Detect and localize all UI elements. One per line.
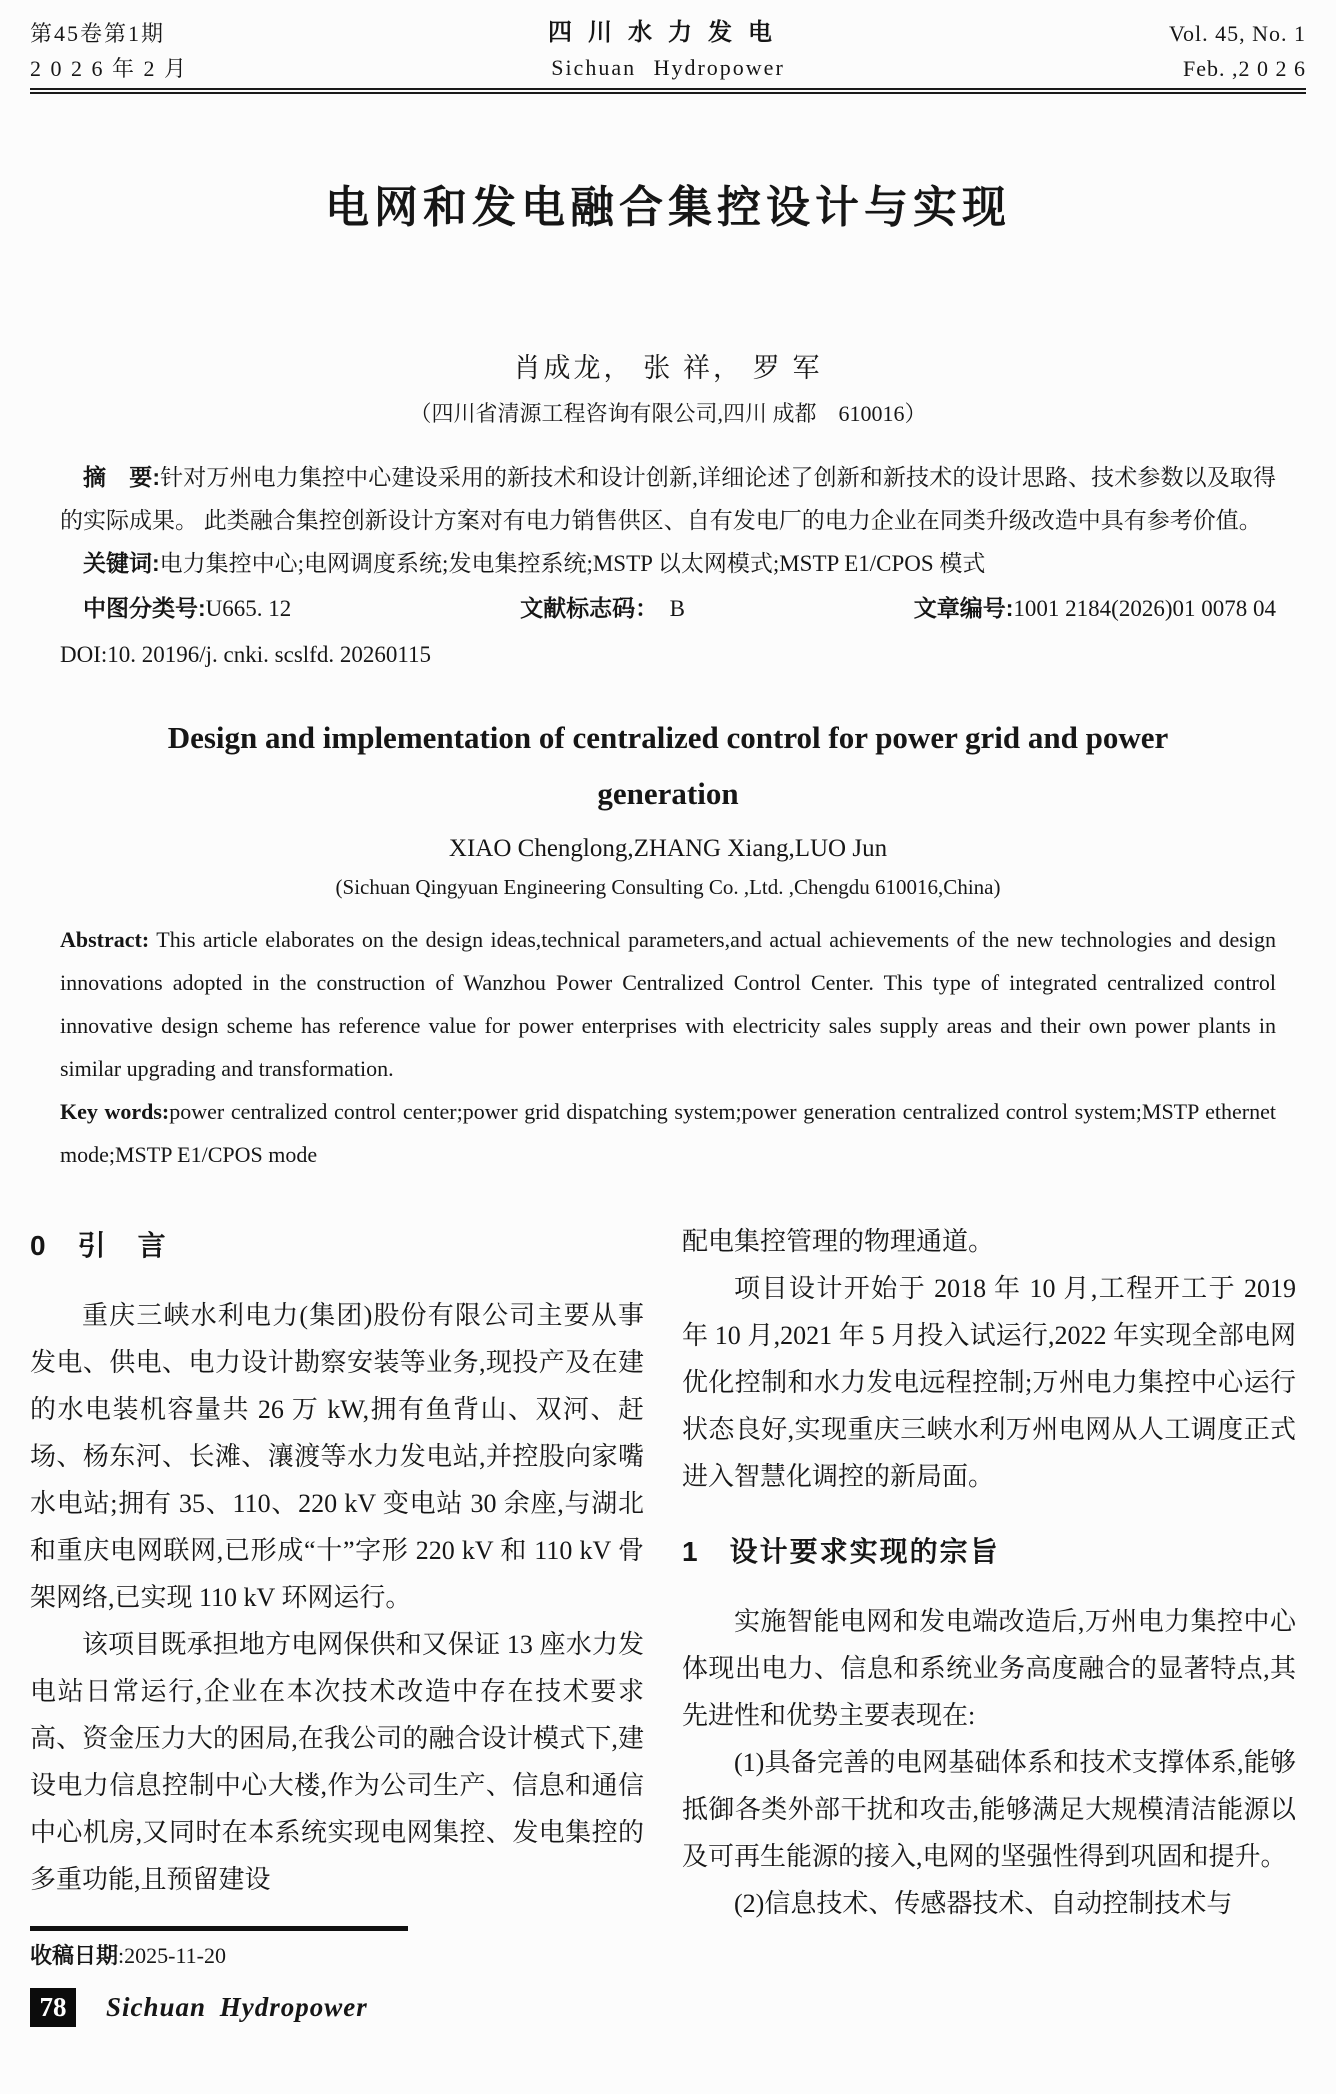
journal-title-zh: 四川水力发电: [548, 20, 788, 46]
article-id-label: 文章编号:: [913, 595, 1014, 621]
body-column-left: [30, 1218, 644, 1927]
volume-info: [1006, 16, 1306, 86]
body-paragraph: 该项目既承担地方电网保供和又保证 13 座水力发电站日常运行,企业在本次技术改造中存在技术要求高、资金压力大的困局,在我公司的融合设计模式下,建设电力信息控制中心大楼,作为公司生产、信息和通信中心机房,又同时在本系统实现电网集控、发电集控的多重功能,且预留建设: [30, 1630, 644, 1894]
doi-row: [60, 632, 1276, 678]
running-head: [30, 0, 1306, 86]
issue-volume-line: 第45卷第1期: [30, 21, 166, 46]
keywords-en: [60, 1090, 1276, 1176]
journal-title-en: Sichuan Hydropower: [551, 55, 785, 80]
body-paragraph: (2)信息技术、传感器技术、自动控制技术与: [734, 1889, 1233, 1918]
footnote-divider: [30, 1926, 408, 1931]
authors-zh: 肖成龙， 张 祥， 罗 军: [513, 353, 823, 383]
abstract-label-en: Abstract:: [60, 927, 150, 952]
page-footer: [30, 1988, 368, 2027]
body-paragraph: 重庆三峡水利电力(集团)股份有限公司主要从事发电、供电、电力设计勘察安装等业务,现投产及在建的水电装机容量共 26 万 kW,拥有鱼背山、双河、赶场、杨东河、长滩、瀼渡等水力发电站,并控股向家嘴水电站;拥有 35、110、220 kV 变电站 30 余座,与湖北和重庆电网联网,已形成“十”字形 220 kV 和 110 kV 骨架网络,已实现 110 kV 环网运行。: [30, 1301, 644, 1612]
footer-journal-name: Sichuan Hydropower: [106, 1992, 368, 2022]
abstract-en: [60, 918, 1276, 1090]
received-date-footnote: [30, 1926, 408, 1973]
section-heading: 1 设计要求实现的宗旨: [682, 1536, 1000, 1567]
article-title-zh: 电网和发电融合集控设计与实现: [325, 183, 1011, 232]
affiliation-en: (Sichuan Qingyuan Engineering Consulting Co. ,Ltd. ,Chengdu 610016,China): [335, 875, 1001, 899]
doi-value: 10. 20196/j. cnki. scslfd. 20260115: [107, 642, 431, 667]
classification-row: [60, 585, 1276, 632]
article-id-value: 1001 2184(2026)01 0078 04: [1013, 596, 1276, 621]
doi-label: DOI:: [60, 642, 108, 667]
keywords-label-en: Key words:: [60, 1099, 170, 1124]
front-matter-zh: [60, 456, 1276, 678]
body-paragraph: (1)具备完善的电网基础体系和技术支撑体系,能够抵御各类外部干扰和攻击,能够满足大规模清洁能源以及可再生能源的接入,电网的坚强性得到巩固和提升。: [682, 1748, 1296, 1871]
document-code-label: 文献标志码：: [520, 595, 659, 621]
keywords-zh: [60, 542, 1276, 585]
document-code: [497, 585, 685, 632]
issue-date-line: 2 0 2 6 年 2 月: [30, 56, 189, 81]
article-body: [30, 1218, 1306, 1927]
journal-masthead: [330, 16, 1006, 86]
body-column-right: [682, 1218, 1296, 1927]
issue-info: [30, 16, 330, 86]
article-id: [891, 585, 1276, 632]
section-heading: 0 引 言: [30, 1230, 168, 1261]
clc-number: [60, 585, 291, 632]
volume-date-line: Feb. ,2 0 2 6: [1183, 56, 1306, 81]
received-date-value: :2025-11-20: [118, 1943, 226, 1968]
keywords-text-zh: 电力集控中心;电网调度系统;发电集控系统;MSTP 以太网模式;MSTP E1/CPOS 模式: [159, 551, 986, 576]
header-divider: [30, 88, 1306, 94]
abstract-text-en: This article elaborates on the design ideas,technical parameters,and actual achievements of the new technologies and design innovations adopted in the construction of Wanzhou Power Centralized Control Center. This type of integrated centralized control innovative design scheme has reference value for power enterprises with electricity sales supply areas and their own power plants in similar upgrading and transformation.: [60, 927, 1276, 1081]
page-number-badge: 78: [30, 1988, 76, 2027]
body-paragraph: 项目设计开始于 2018 年 10 月,工程开工于 2019 年 10 月,2021 年 5 月投入试运行,2022 年实现全部电网优化控制和水力发电远程控制;万州电力集控中心运行状态良好,实现重庆三峡水利万州电网从人工调度正式进入智慧化调控的新局面。: [682, 1274, 1296, 1491]
received-date-label: 收稿日期: [30, 1943, 119, 1968]
authors-en: XIAO Chenglong,ZHANG Xiang,LUO Jun: [448, 835, 888, 862]
keywords-label-zh: 关键词:: [83, 550, 160, 576]
volume-number-line: Vol. 45, No. 1: [1168, 21, 1306, 46]
front-matter-en: [60, 918, 1276, 1176]
document-code-value: B: [669, 596, 685, 621]
abstract-zh: [60, 456, 1276, 542]
abstract-text-zh: 针对万州电力集控中心建设采用的新技术和设计创新,详细论述了创新和新技术的设计思路、技术参数以及取得的实际成果。 此类融合集控创新设计方案对有电力销售供区、自有发电厂的电力企业在同类升级改造中具有参考价值。: [60, 465, 1276, 533]
article-title-en: Design and implementation of centralized control for power grid and power generation: [167, 720, 1169, 811]
clc-label: 中图分类号:: [83, 595, 206, 621]
body-paragraph: 配电集控管理的物理通道。: [682, 1227, 995, 1256]
keywords-text-en: power centralized control center;power grid dispatching system;power generation centralized control system;MSTP ethernet mode;MSTP E1/CPOS mode: [60, 1099, 1276, 1167]
body-paragraph: 实施智能电网和发电端改造后,万州电力集控中心体现出电力、信息和系统业务高度融合的显著特点,其先进性和优势主要表现在:: [682, 1607, 1296, 1730]
clc-value: U665. 12: [205, 596, 292, 621]
affiliation-zh: （四川省清源工程咨询有限公司,四川 成都 610016）: [409, 401, 927, 426]
abstract-label-zh: 摘 要:: [83, 464, 161, 490]
